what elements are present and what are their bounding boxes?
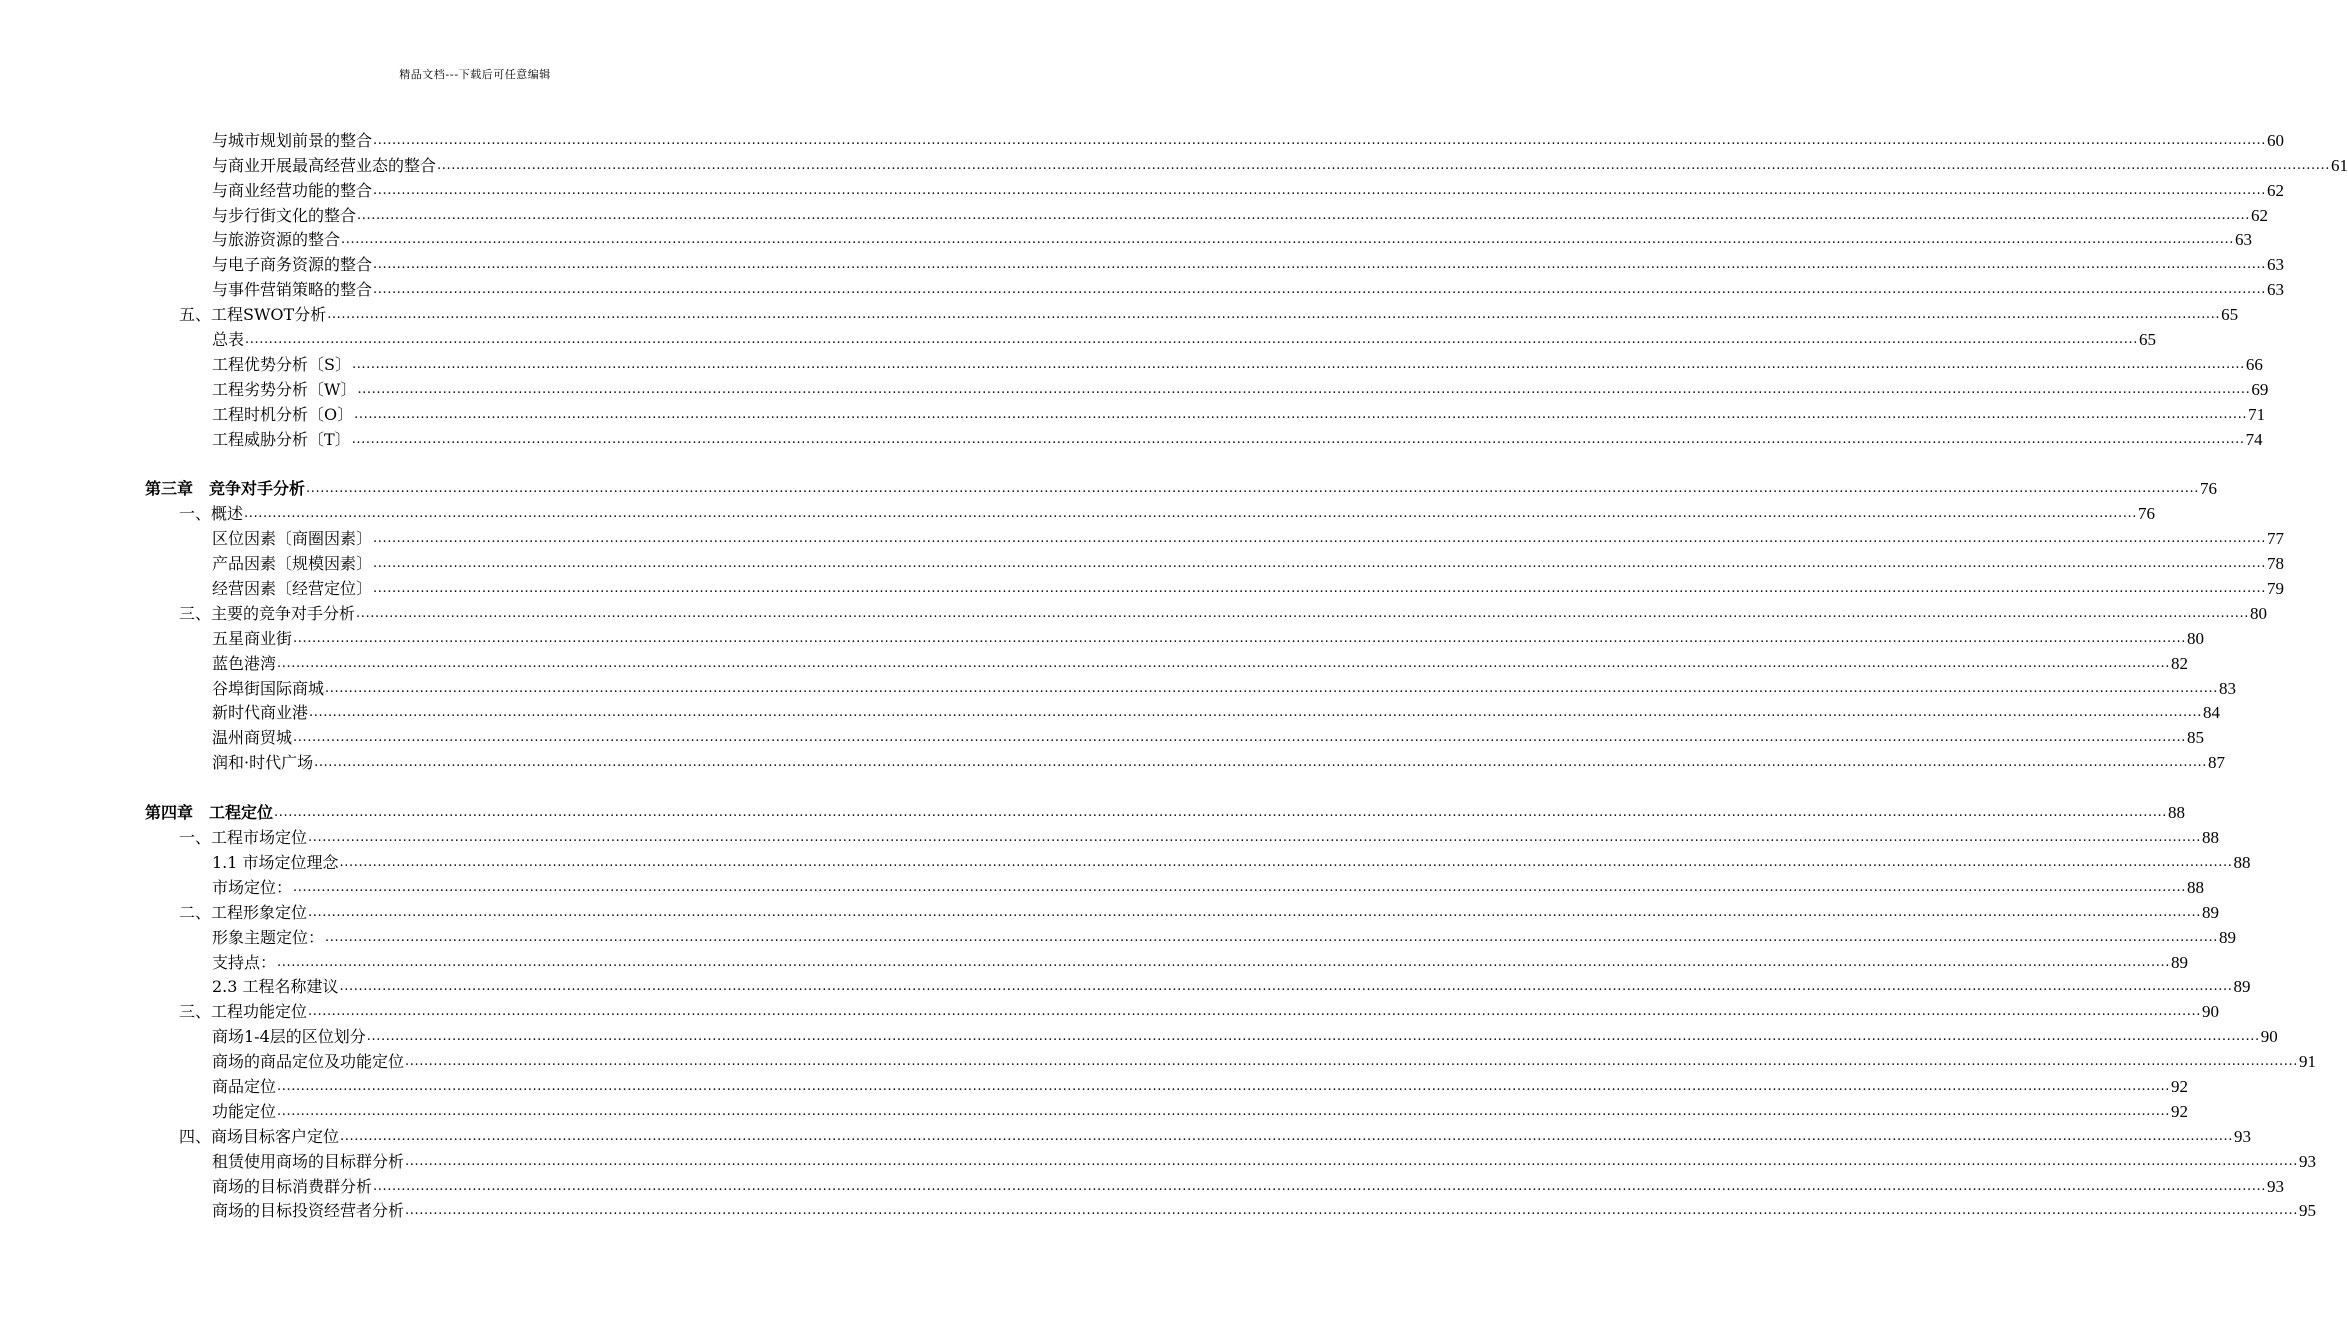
toc-section-entry[interactable] xyxy=(0,499,2155,524)
toc-subsection-entry[interactable] xyxy=(0,674,2236,699)
toc-subsection-entry[interactable] xyxy=(0,723,2204,748)
toc-entry-title: 支持点： xyxy=(212,952,277,972)
toc-page-number: 93 xyxy=(2266,1176,2284,1196)
toc-entry-title: 商场的目标投资经营者分析 xyxy=(212,1201,405,1221)
toc-dot-leader: ................................................................................................................................................................................................................................................................................................................................................................................................................ xyxy=(274,805,2167,821)
toc-subsection-entry[interactable] xyxy=(0,624,2204,649)
toc-entry-title: 三、工程功能定位 xyxy=(179,1002,308,1022)
toc-dot-leader: ................................................................................................................................................................................................................................................................................................................................................................................................................ xyxy=(373,182,2266,198)
toc-entry-title: 工程劣势分析〔W〕 xyxy=(212,379,357,399)
toc-dot-leader: ................................................................................................................................................................................................................................................................................................................................................................................................................ xyxy=(308,1004,2201,1020)
toc-entry-title: 与旅游资源的整合 xyxy=(212,230,341,250)
toc-page-number: 78 xyxy=(2266,554,2284,574)
toc-chapter-entry[interactable] xyxy=(0,798,2185,823)
toc-entry-title: 工程优势分析〔S〕 xyxy=(212,354,351,374)
toc-dot-leader: ................................................................................................................................................................................................................................................................................................................................................................................................................ xyxy=(277,655,2170,671)
toc-entry-title: 蓝色港湾 xyxy=(212,653,277,673)
toc-page-number: 63 xyxy=(2266,255,2284,275)
toc-dot-leader: ................................................................................................................................................................................................................................................................................................................................................................................................................ xyxy=(341,232,2234,248)
toc-dot-leader: ................................................................................................................................................................................................................................................................................................................................................................................................................ xyxy=(373,556,2266,572)
toc-page-number: 69 xyxy=(2251,379,2269,399)
toc-entry-title: 2.3 工程名称建议 xyxy=(212,977,339,997)
toc-page-number: 84 xyxy=(2202,703,2220,723)
toc-page-number: 92 xyxy=(2170,1076,2188,1096)
toc-page-number: 90 xyxy=(2260,1027,2278,1047)
toc-dot-leader: ................................................................................................................................................................................................................................................................................................................................................................................................................ xyxy=(351,356,2245,372)
toc-subsection-entry[interactable] xyxy=(0,699,2220,724)
toc-subsection-entry[interactable] xyxy=(0,1022,2278,1047)
toc-entry-title: 温州商贸城 xyxy=(212,728,293,748)
toc-entry-title: 功能定位 xyxy=(212,1101,277,1121)
toc-page-number: 76 xyxy=(2137,504,2155,524)
toc-dot-leader: ................................................................................................................................................................................................................................................................................................................................................................................................................ xyxy=(437,157,2330,173)
toc-entry-title: 一、工程市场定位 xyxy=(179,828,308,848)
toc-dot-leader: ................................................................................................................................................................................................................................................................................................................................................................................................................ xyxy=(339,979,2233,995)
toc-entry-title: 商场的商品定位及功能定位 xyxy=(212,1052,405,1072)
toc-subsection-entry[interactable] xyxy=(0,176,2284,201)
toc-page-number: 63 xyxy=(2266,280,2284,300)
toc-entry-title: 与事件营销策略的整合 xyxy=(212,280,373,300)
toc-dot-leader: ................................................................................................................................................................................................................................................................................................................................................................................................................ xyxy=(357,381,2251,397)
toc-entry-title: 总表 xyxy=(212,330,245,350)
toc-page-number: 89 xyxy=(2218,927,2236,947)
toc-dot-leader: ................................................................................................................................................................................................................................................................................................................................................................................................................ xyxy=(306,481,2199,497)
toc-subsection-entry[interactable] xyxy=(0,1197,2316,1222)
toc-subsection-entry[interactable] xyxy=(0,524,2284,549)
toc-page-number: 89 xyxy=(2170,952,2188,972)
toc-page-number: 80 xyxy=(2249,603,2267,623)
toc-subsection-entry[interactable] xyxy=(0,1172,2284,1197)
toc-page-number: 93 xyxy=(2298,1151,2316,1171)
toc-entry-title: 工程威胁分析〔T〕 xyxy=(212,429,351,449)
toc-page-number: 89 xyxy=(2233,977,2251,997)
toc-subsection-entry[interactable] xyxy=(0,151,2348,176)
toc-entry-title: 与城市规划前景的整合 xyxy=(212,130,373,150)
toc-page-number: 77 xyxy=(2266,529,2284,549)
toc-page-number: 85 xyxy=(2186,728,2204,748)
toc-section-entry[interactable] xyxy=(0,599,2267,624)
toc-page-number: 91 xyxy=(2298,1052,2316,1072)
toc-dot-leader: ................................................................................................................................................................................................................................................................................................................................................................................................................ xyxy=(309,705,2202,721)
toc-page-number: 76 xyxy=(2199,479,2217,499)
toc-page-number: 87 xyxy=(2208,753,2226,773)
toc-dot-leader: ................................................................................................................................................................................................................................................................................................................................................................................................................ xyxy=(308,830,2201,846)
toc-entry-title: 与商业经营功能的整合 xyxy=(212,180,373,200)
toc-entry-title: 1.1 市场定位理念 xyxy=(212,852,339,872)
toc-entry-title: 工程时机分析〔O〕 xyxy=(212,404,354,424)
toc-entry-title: 区位因素〔商圈因素〕 xyxy=(212,529,373,549)
toc-entry-title: 形象主题定位： xyxy=(212,927,325,947)
toc-dot-leader: ................................................................................................................................................................................................................................................................................................................................................................................................................ xyxy=(277,954,2170,970)
toc-dot-leader: ................................................................................................................................................................................................................................................................................................................................................................................................................ xyxy=(327,307,2221,323)
toc-subsection-entry[interactable] xyxy=(0,549,2284,574)
toc-page-number: 65 xyxy=(2138,330,2156,350)
toc-chapter-entry[interactable] xyxy=(0,475,2217,500)
toc-dot-leader: ................................................................................................................................................................................................................................................................................................................................................................................................................ xyxy=(357,207,2250,223)
toc-entry-title: 市场定位： xyxy=(212,877,293,897)
toc-dot-leader: ................................................................................................................................................................................................................................................................................................................................................................................................................ xyxy=(277,1078,2170,1094)
toc-entry-title: 五星商业街 xyxy=(212,628,293,648)
toc-subsection-entry[interactable] xyxy=(0,126,2284,151)
toc-dot-leader: ................................................................................................................................................................................................................................................................................................................................................................................................................ xyxy=(340,1128,2233,1144)
toc-page-number: 65 xyxy=(2221,305,2239,325)
toc-dot-leader: ................................................................................................................................................................................................................................................................................................................................................................................................................ xyxy=(405,1054,2298,1070)
toc-page-number: 88 xyxy=(2233,852,2251,872)
toc-dot-leader: ................................................................................................................................................................................................................................................................................................................................................................................................................ xyxy=(244,506,2137,522)
table-of-contents xyxy=(0,126,2348,1221)
toc-dot-leader: ................................................................................................................................................................................................................................................................................................................................................................................................................ xyxy=(308,904,2201,920)
toc-entry-title: 经营因素〔经营定位〕 xyxy=(212,579,373,599)
toc-entry-title: 第四章 工程定位 xyxy=(145,803,274,823)
toc-subsection-entry[interactable] xyxy=(0,201,2268,226)
toc-page-number: 92 xyxy=(2170,1101,2188,1121)
toc-section-entry[interactable] xyxy=(0,300,2239,325)
toc-section-entry[interactable] xyxy=(0,898,2219,923)
toc-dot-leader: ................................................................................................................................................................................................................................................................................................................................................................................................................ xyxy=(373,257,2266,273)
toc-entry-title: 新时代商业港 xyxy=(212,703,309,723)
toc-page-number: 80 xyxy=(2186,628,2204,648)
toc-subsection-entry[interactable] xyxy=(0,325,2156,350)
toc-dot-leader: ................................................................................................................................................................................................................................................................................................................................................................................................................ xyxy=(373,1178,2266,1194)
toc-page-number: 88 xyxy=(2167,803,2185,823)
toc-page-number: 88 xyxy=(2201,828,2219,848)
toc-entry-title: 产品因素〔规模因素〕 xyxy=(212,554,373,574)
toc-dot-leader: ................................................................................................................................................................................................................................................................................................................................................................................................................ xyxy=(373,581,2266,597)
toc-dot-leader: ................................................................................................................................................................................................................................................................................................................................................................................................................ xyxy=(373,282,2266,298)
toc-subsection-entry[interactable] xyxy=(0,948,2188,973)
toc-entry-title: 一、概述 xyxy=(179,504,244,524)
toc-entry-title: 商品定位 xyxy=(212,1076,277,1096)
toc-page-number: 82 xyxy=(2170,653,2188,673)
toc-entry-title: 与电子商务资源的整合 xyxy=(212,255,373,275)
toc-subsection-entry[interactable] xyxy=(0,400,2266,425)
toc-entry-title: 商场1-4层的区位划分 xyxy=(212,1027,366,1047)
toc-page-number: 60 xyxy=(2266,130,2284,150)
toc-subsection-entry[interactable] xyxy=(0,350,2263,375)
toc-dot-leader: ................................................................................................................................................................................................................................................................................................................................................................................................................ xyxy=(314,755,2208,771)
toc-dot-leader: ................................................................................................................................................................................................................................................................................................................................................................................................................ xyxy=(293,879,2186,895)
toc-dot-leader: ................................................................................................................................................................................................................................................................................................................................................................................................................ xyxy=(373,531,2266,547)
toc-subsection-entry[interactable] xyxy=(0,275,2284,300)
toc-subsection-entry[interactable] xyxy=(0,1147,2316,1172)
toc-page-number: 61 xyxy=(2330,155,2348,175)
toc-dot-leader: ................................................................................................................................................................................................................................................................................................................................................................................................................ xyxy=(405,1153,2298,1169)
toc-page-number: 79 xyxy=(2266,579,2284,599)
toc-subsection-entry[interactable] xyxy=(0,1047,2316,1072)
toc-subsection-entry[interactable] xyxy=(0,250,2284,275)
toc-entry-title: 二、工程形象定位 xyxy=(179,902,308,922)
toc-page-number: 90 xyxy=(2201,1002,2219,1022)
toc-page-number: 93 xyxy=(2233,1126,2251,1146)
toc-entry-title: 四、商场目标客户定位 xyxy=(179,1126,340,1146)
toc-entry-title: 商场的目标消费群分析 xyxy=(212,1176,373,1196)
toc-page-number: 63 xyxy=(2234,230,2252,250)
toc-entry-title: 第三章 竞争对手分析 xyxy=(145,479,306,499)
toc-page-number: 66 xyxy=(2245,354,2263,374)
toc-entry-title: 租赁使用商场的目标群分析 xyxy=(212,1151,405,1171)
toc-dot-leader: ................................................................................................................................................................................................................................................................................................................................................................................................................ xyxy=(293,730,2186,746)
toc-page-number: 89 xyxy=(2201,902,2219,922)
toc-entry-title: 与步行街文化的整合 xyxy=(212,205,357,225)
toc-subsection-entry[interactable] xyxy=(0,848,2251,873)
toc-page-number: 74 xyxy=(2245,429,2263,449)
toc-dot-leader: ................................................................................................................................................................................................................................................................................................................................................................................................................ xyxy=(405,1203,2298,1219)
toc-subsection-entry[interactable] xyxy=(0,226,2252,251)
toc-page-number: 71 xyxy=(2248,404,2266,424)
toc-entry-title: 润和·时代广场 xyxy=(212,753,314,773)
toc-dot-leader: ................................................................................................................................................................................................................................................................................................................................................................................................................ xyxy=(293,630,2186,646)
toc-subsection-entry[interactable] xyxy=(0,748,2226,773)
toc-page-number: 83 xyxy=(2218,678,2236,698)
toc-subsection-entry[interactable] xyxy=(0,425,2263,450)
toc-dot-leader: ................................................................................................................................................................................................................................................................................................................................................................................................................ xyxy=(351,431,2245,447)
toc-subsection-entry[interactable] xyxy=(0,1097,2188,1122)
toc-subsection-entry[interactable] xyxy=(0,973,2251,998)
toc-dot-leader: ................................................................................................................................................................................................................................................................................................................................................................................................................ xyxy=(339,854,2233,870)
toc-entry-title: 与商业开展最高经营业态的整合 xyxy=(212,155,437,175)
toc-dot-leader: ................................................................................................................................................................................................................................................................................................................................................................................................................ xyxy=(366,1029,2260,1045)
toc-page-number: 62 xyxy=(2250,205,2268,225)
toc-section-entry[interactable] xyxy=(0,1122,2251,1147)
toc-section-entry[interactable] xyxy=(0,823,2219,848)
toc-dot-leader: ................................................................................................................................................................................................................................................................................................................................................................................................................ xyxy=(325,680,2218,696)
toc-subsection-entry[interactable] xyxy=(0,873,2204,898)
toc-dot-leader: ................................................................................................................................................................................................................................................................................................................................................................................................................ xyxy=(325,929,2218,945)
toc-entry-title: 三、主要的竞争对手分析 xyxy=(179,603,356,623)
page-header: 精品文档---下载后可任意编辑 xyxy=(399,68,551,81)
toc-section-entry[interactable] xyxy=(0,997,2219,1022)
toc-subsection-entry[interactable] xyxy=(0,649,2188,674)
toc-subsection-entry[interactable] xyxy=(0,923,2236,948)
toc-dot-leader: ................................................................................................................................................................................................................................................................................................................................................................................................................ xyxy=(354,406,2248,422)
toc-subsection-entry[interactable] xyxy=(0,375,2269,400)
toc-subsection-entry[interactable] xyxy=(0,574,2284,599)
toc-dot-leader: ................................................................................................................................................................................................................................................................................................................................................................................................................ xyxy=(373,132,2266,148)
toc-page-number: 95 xyxy=(2298,1201,2316,1221)
toc-dot-leader: ................................................................................................................................................................................................................................................................................................................................................................................................................ xyxy=(245,332,2138,348)
toc-page-number: 88 xyxy=(2186,877,2204,897)
toc-entry-title: 谷埠街国际商城 xyxy=(212,678,325,698)
toc-page-number: 62 xyxy=(2266,180,2284,200)
toc-entry-title: 五、工程SWOT分析 xyxy=(179,305,327,325)
toc-subsection-entry[interactable] xyxy=(0,1072,2188,1097)
toc-dot-leader: ................................................................................................................................................................................................................................................................................................................................................................................................................ xyxy=(277,1103,2170,1119)
toc-dot-leader: ................................................................................................................................................................................................................................................................................................................................................................................................................ xyxy=(356,605,2249,621)
